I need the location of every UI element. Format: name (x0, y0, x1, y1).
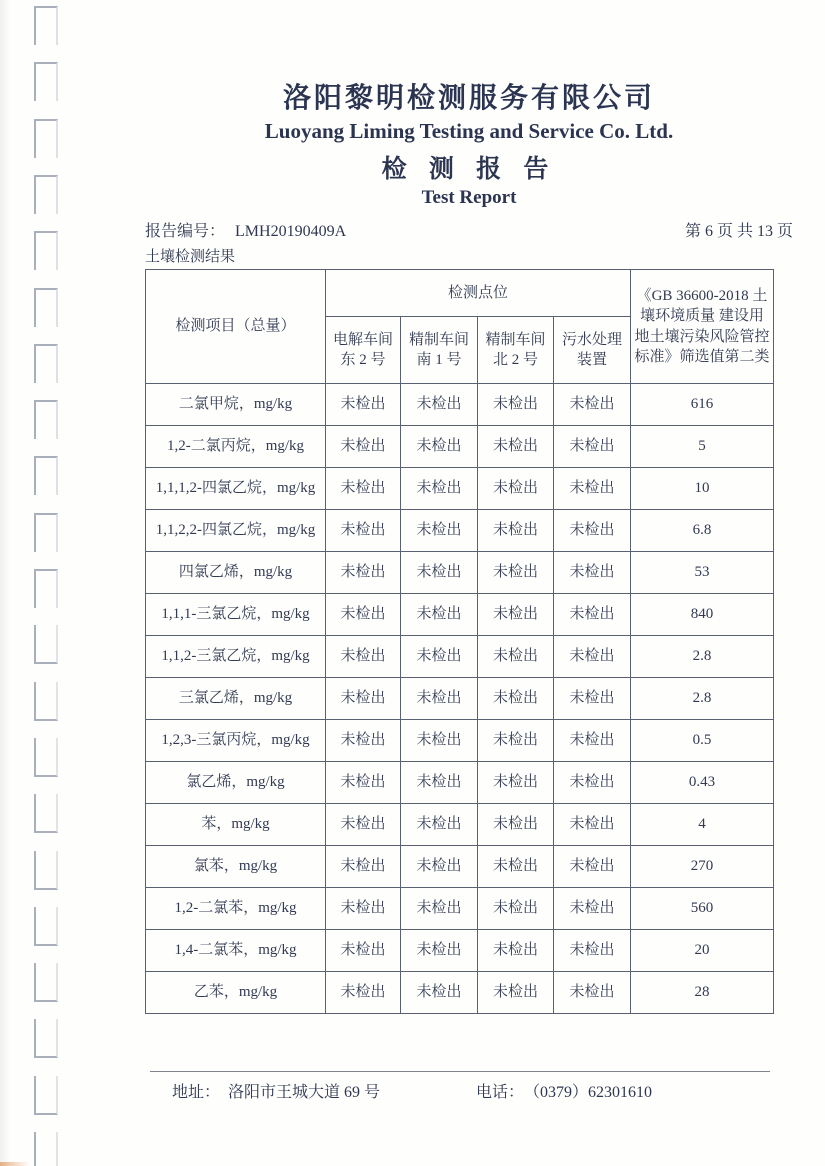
report-content (145, 0, 793, 1014)
screening-limit-value: 0.5 (631, 720, 774, 762)
analyte-name: 乙苯，mg/kg (146, 972, 326, 1014)
binder-hole-mark (34, 175, 58, 214)
result-value: 未检出 (478, 468, 554, 510)
binder-hole-mark (34, 456, 58, 495)
result-value: 未检出 (478, 804, 554, 846)
table-row (146, 930, 774, 972)
result-value: 未检出 (326, 384, 401, 426)
result-value: 未检出 (554, 636, 631, 678)
table-row (146, 636, 774, 678)
result-value: 未检出 (478, 594, 554, 636)
column-header-point-4: 污水处理装置 (554, 317, 631, 384)
binder-hole-mark (34, 288, 58, 327)
result-value: 未检出 (401, 846, 478, 888)
result-value: 未检出 (401, 804, 478, 846)
result-value: 未检出 (401, 384, 478, 426)
table-row (146, 384, 774, 426)
footer-address (172, 1079, 380, 1102)
result-value: 未检出 (326, 972, 401, 1014)
screening-limit-value: 20 (631, 930, 774, 972)
binder-hole-mark (34, 1132, 58, 1166)
footer-address-label: 地址： (172, 1084, 221, 1101)
result-value: 未检出 (401, 636, 478, 678)
result-value: 未检出 (326, 762, 401, 804)
page-footer (150, 1071, 770, 1102)
binder-hole-mark (34, 625, 58, 664)
binder-hole-mark (34, 231, 58, 270)
result-value: 未检出 (478, 720, 554, 762)
result-value: 未检出 (554, 678, 631, 720)
result-value: 未检出 (326, 468, 401, 510)
screening-limit-value: 270 (631, 846, 774, 888)
table-row (146, 594, 774, 636)
result-value: 未检出 (554, 384, 631, 426)
table-row (146, 846, 774, 888)
report-number-label: 报告编号： (145, 223, 226, 240)
analyte-name: 氯苯，mg/kg (146, 846, 326, 888)
result-value: 未检出 (401, 972, 478, 1014)
result-value: 未检出 (401, 552, 478, 594)
screening-limit-value: 28 (631, 972, 774, 1014)
binder-hole-mark (34, 6, 58, 45)
result-value: 未检出 (326, 636, 401, 678)
report-number (145, 218, 346, 241)
screening-limit-value: 2.8 (631, 636, 774, 678)
binder-hole-mark (34, 344, 58, 383)
result-value: 未检出 (401, 426, 478, 468)
footer-phone-label: 电话： (475, 1084, 524, 1101)
table-row (146, 762, 774, 804)
result-value: 未检出 (478, 846, 554, 888)
result-value: 未检出 (478, 384, 554, 426)
binder-hole-mark (34, 1076, 58, 1115)
page-indicator: 第 6 页 共 13 页 (684, 223, 793, 240)
result-value: 未检出 (554, 762, 631, 804)
result-value: 未检出 (554, 468, 631, 510)
table-row (146, 510, 774, 552)
analyte-name: 1,2-二氯苯，mg/kg (146, 888, 326, 930)
soil-results-table (145, 269, 774, 1014)
analyte-name: 四氯乙烯，mg/kg (146, 552, 326, 594)
analyte-name: 1,2-二氯丙烷，mg/kg (146, 426, 326, 468)
table-row (146, 468, 774, 510)
screening-limit-value: 5 (631, 426, 774, 468)
analyte-name: 1,1,2-三氯乙烷，mg/kg (146, 636, 326, 678)
company-name-cn: 洛阳黎明检测服务有限公司 (282, 83, 655, 114)
column-header-screening-limit: 《GB 36600-2018 土壤环境质量 建设用地土壤污染风险管控标准》筛选值第二类 (631, 270, 774, 384)
analyte-name: 氯乙烯，mg/kg (146, 762, 326, 804)
result-value: 未检出 (554, 594, 631, 636)
result-value: 未检出 (401, 930, 478, 972)
result-value: 未检出 (326, 510, 401, 552)
results-tbody (146, 384, 774, 1014)
result-value: 未检出 (326, 804, 401, 846)
result-value: 未检出 (326, 888, 401, 930)
result-value: 未检出 (401, 762, 478, 804)
binder-hole-mark (34, 1019, 58, 1058)
result-value: 未检出 (554, 846, 631, 888)
screening-limit-value: 6.8 (631, 510, 774, 552)
binder-hole-mark (34, 513, 58, 552)
binder-hole-mark (34, 963, 58, 1002)
analyte-name: 1,1,1-三氯乙烷，mg/kg (146, 594, 326, 636)
result-value: 未检出 (478, 678, 554, 720)
column-header-point-3: 精制车间北 2 号 (478, 317, 554, 384)
column-header-test-points: 检测点位 (326, 270, 631, 317)
screening-limit-value: 840 (631, 594, 774, 636)
screening-limit-value: 0.43 (631, 762, 774, 804)
result-value: 未检出 (401, 594, 478, 636)
result-value: 未检出 (401, 510, 478, 552)
result-value: 未检出 (401, 888, 478, 930)
report-number-value: LMH20190409A (235, 223, 347, 240)
column-header-point-2: 精制车间南 1 号 (401, 317, 478, 384)
screening-limit-value: 2.8 (631, 678, 774, 720)
footer-phone-value: （0379）62301610 (531, 1084, 652, 1101)
binding-holes (0, 0, 70, 1166)
result-value: 未检出 (554, 552, 631, 594)
result-value: 未检出 (326, 846, 401, 888)
footer-address-value: 洛阳市王城大道 69 号 (228, 1084, 381, 1101)
result-value: 未检出 (554, 426, 631, 468)
binder-hole-mark (34, 738, 58, 777)
screening-limit-value: 560 (631, 888, 774, 930)
result-value: 未检出 (326, 720, 401, 762)
analyte-name: 二氯甲烷，mg/kg (146, 384, 326, 426)
binder-hole-mark (34, 119, 58, 158)
scan-corner-artifact (0, 1162, 30, 1166)
result-value: 未检出 (326, 678, 401, 720)
table-row (146, 552, 774, 594)
result-value: 未检出 (326, 552, 401, 594)
report-title-en: Test Report (421, 187, 517, 208)
table-row (146, 804, 774, 846)
section-title: 土壤检测结果 (145, 249, 236, 265)
screening-limit-value: 616 (631, 384, 774, 426)
result-value: 未检出 (554, 972, 631, 1014)
footer-phone (476, 1079, 652, 1102)
analyte-name: 苯，mg/kg (146, 804, 326, 846)
binder-hole-mark (34, 794, 58, 833)
binder-hole-mark (34, 851, 58, 890)
table-row (146, 888, 774, 930)
binder-hole-mark (34, 682, 58, 721)
result-value: 未检出 (401, 468, 478, 510)
result-value: 未检出 (554, 804, 631, 846)
result-value: 未检出 (478, 930, 554, 972)
binder-hole-mark (34, 907, 58, 946)
screening-limit-value: 10 (631, 468, 774, 510)
column-header-point-1: 电解车间东 2 号 (326, 317, 401, 384)
result-value: 未检出 (554, 888, 631, 930)
screening-limit-value: 4 (631, 804, 774, 846)
binder-hole-mark (34, 569, 58, 608)
result-value: 未检出 (326, 930, 401, 972)
result-value: 未检出 (326, 426, 401, 468)
result-value: 未检出 (554, 720, 631, 762)
binder-hole-mark (34, 62, 58, 101)
result-value: 未检出 (478, 888, 554, 930)
company-name-en: Luoyang Liming Testing and Service Co. Ltd. (264, 119, 674, 143)
result-value: 未检出 (401, 720, 478, 762)
result-value: 未检出 (326, 594, 401, 636)
result-value: 未检出 (478, 552, 554, 594)
table-row (146, 678, 774, 720)
binder-hole-mark (34, 400, 58, 439)
analyte-name: 1,2,3-三氯丙烷，mg/kg (146, 720, 326, 762)
table-row (146, 720, 774, 762)
result-value: 未检出 (478, 636, 554, 678)
analyte-name: 三氯乙烯，mg/kg (146, 678, 326, 720)
report-meta-row (145, 218, 793, 241)
result-value: 未检出 (478, 426, 554, 468)
table-row (146, 426, 774, 468)
result-value: 未检出 (478, 762, 554, 804)
analyte-name: 1,4-二氯苯，mg/kg (146, 930, 326, 972)
column-header-test-item: 检测项目（总量） (146, 270, 326, 384)
result-value: 未检出 (478, 972, 554, 1014)
table-row (146, 972, 774, 1014)
screening-limit-value: 53 (631, 552, 774, 594)
result-value: 未检出 (554, 510, 631, 552)
analyte-name: 1,1,2,2-四氯乙烷，mg/kg (146, 510, 326, 552)
analyte-name: 1,1,1,2-四氯乙烷，mg/kg (146, 468, 326, 510)
report-title-cn: 检 测 报 告 (381, 156, 557, 183)
result-value: 未检出 (401, 678, 478, 720)
result-value: 未检出 (554, 930, 631, 972)
result-value: 未检出 (478, 510, 554, 552)
